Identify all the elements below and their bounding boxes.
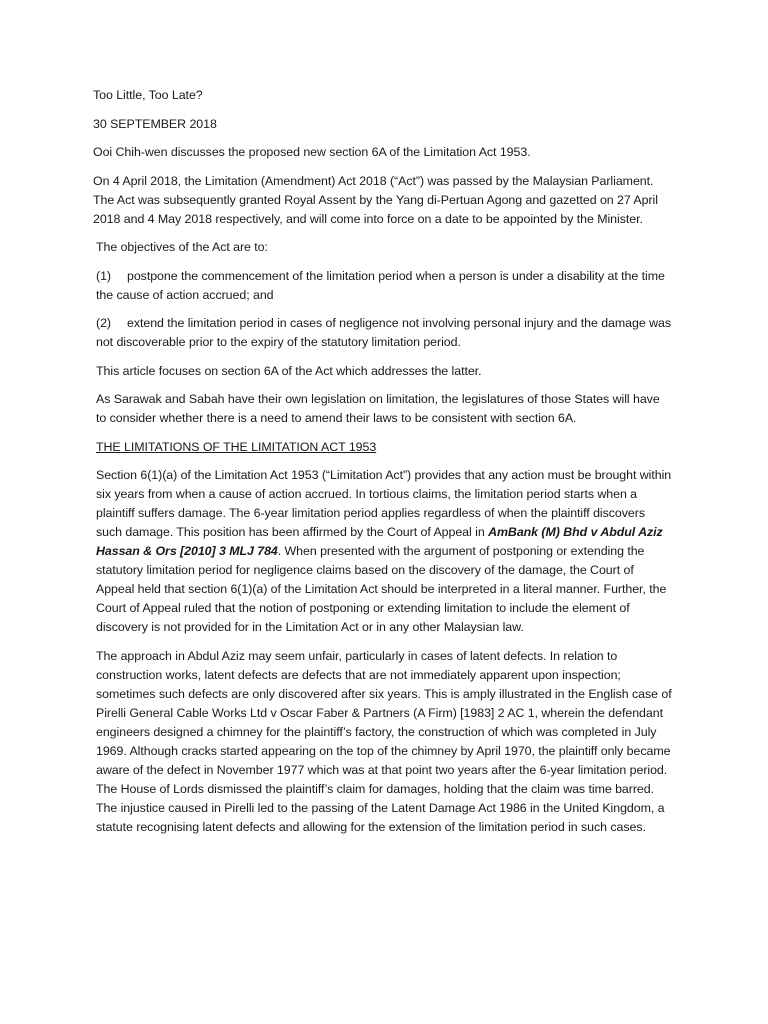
objective-number-2: (2) (96, 316, 111, 330)
objective-number-1: (1) (96, 268, 111, 283)
article-title: Too Little, Too Late? (93, 88, 203, 102)
paragraph-approach: The approach in Abdul Aziz may seem unfair, particularly in cases of latent defects. In relation to construction works, latent defects are defects that are not immediately apparent upon inspection; sometimes such defects are only discovered after six years. This is amply illustrated in the English case of Pirelli General Cable Works Ltd v Oscar Faber & Partners (A Firm) [1983] 2 AC 1, wherein the defendant engineers designed a chimney for the plaintiff’s factory, the construction of which was completed in July 1969. Although cracks started appearing on the top of the chimney by April 1970, the plaintiff only became aware of the defect in November 1977 which was at that point two years after the 6-year limitation period. The House of Lords dismissed the plaintiff’s claim for damages, holding that the claim was time barred. The injustice caused in Pirelli led to the passing of the Latent Damage Act 1986 in the United Kingdom, a statute recognising latent defects and allowing for the extension of the limitation period in such cases. (96, 648, 672, 834)
section-6-text-before: Section 6(1)(a) of the Limitation Act 1953 (“Limitation Act”) provides that any action must be brought within six years from when a cause of action accrued. In tortious claims, the limitation period starts when a plaintiff suffers damage. The 6-year limitation period applies regardless of when the plaintiff discovers such damage. This position has been affirmed by the Court of Appeal in (96, 468, 672, 539)
objectives-lead: The objectives of the Act are to: (96, 240, 268, 254)
article-body (93, 86, 673, 846)
section-heading-text: THE LIMITATIONS OF THE LIMITATION ACT 1953 (96, 439, 377, 454)
section-6-text-after: . When presented with the argument of postponing or extending the statutory limitation period for negligence claims based on the discovery of the damage, the Court of Appeal held that section 6(1)(a) of the Limitation Act should be interpreted in a literal manner. Further, the Court of Appeal ruled that the notion of postponing or extending limitation to include the element of discovery is not provided for in the Limitation Act or in any other Malaysian law. (96, 544, 667, 634)
paragraph-focus: This article focuses on section 6A of the Act which addresses the latter. (96, 363, 482, 378)
objective-text-1: postpone the commencement of the limitation period when a person is under a disability at the time the cause of action accrued; and (96, 268, 665, 302)
objective-item-2 (93, 314, 673, 352)
case-citation: AmBank (M) Bhd v Abdul Aziz Hassan & Ors [2010] 3 MLJ 784 (96, 525, 663, 558)
paragraph-act-passed: On 4 April 2018, the Limitation (Amendment) Act 2018 (“Act”) was passed by the Malaysian Parliament. The Act was subsequently granted Royal Assent by the Yang di-Pertuan Agong and gazetted on 27 April 2018 and 4 May 2018 respectively, and will come into force on a date to be appointed by the Minister. (93, 173, 658, 226)
objective-text-2: extend the limitation period in cases of negligence not involving personal injury and the damage was not discoverable prior to the expiry of the statutory limitation period. (96, 316, 671, 349)
article-intro: Ooi Chih-wen discusses the proposed new section 6A of the Limitation Act 1953. (93, 145, 531, 159)
objective-item-1 (93, 267, 673, 305)
article-date: 30 SEPTEMBER 2018 (93, 116, 217, 131)
section-heading (93, 438, 673, 457)
paragraph-section-6 (93, 466, 673, 637)
paragraph-sarawak-sabah: As Sarawak and Sabah have their own legislation on limitation, the legislatures of those States will have to consider whether there is a need to amend their laws to be consistent with section 6A. (96, 392, 660, 425)
